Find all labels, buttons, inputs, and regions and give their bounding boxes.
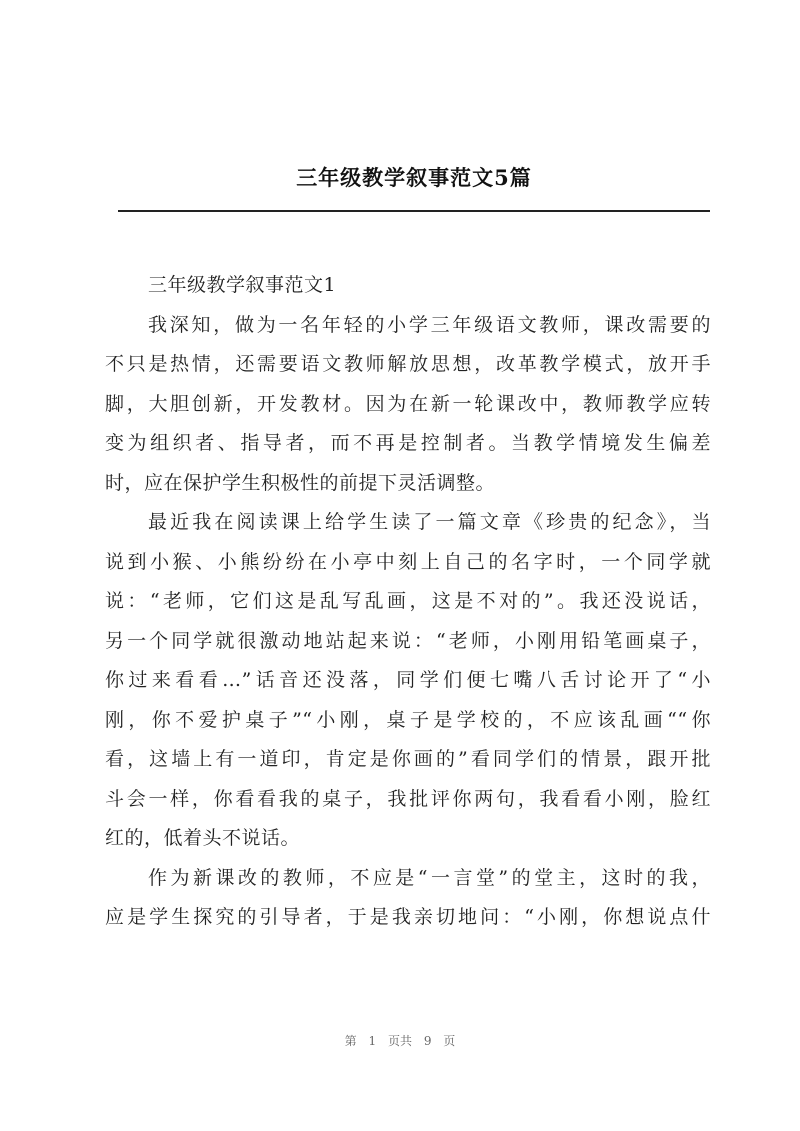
text-line: 三年级教学叙事范文1 bbox=[148, 274, 337, 296]
text-line: 最近我在阅读课上给学生读了一篇文章《珍贵的纪念》，当 bbox=[148, 511, 711, 533]
text-line: 不只是热情，还需要语文教师解放思想，改革教学模式，放开手 bbox=[105, 353, 711, 375]
footer-prefix: 第 bbox=[344, 1034, 357, 1048]
title-divider bbox=[118, 210, 710, 212]
document-title: 三年级教学叙事范文5篇 bbox=[296, 165, 532, 190]
text-line: 看，这墙上有一道印，肯定是你画的”看同学们的情景，跟开批 bbox=[105, 748, 711, 770]
text-line: 我深知，做为一名年轻的小学三年级语文教师，课改需要的 bbox=[148, 313, 711, 336]
text-line: 作为新课改的教师，不应是“一言堂”的堂主，这时的我， bbox=[148, 866, 711, 889]
text-line: 应是学生探究的引导者，于是我亲切地问：“小刚，你想说点什 bbox=[105, 906, 711, 928]
footer-middle: 页共 bbox=[387, 1034, 412, 1048]
body-text bbox=[105, 266, 711, 938]
text-line: 时，应在保护学生积极性的前提下灵活调整。 bbox=[105, 471, 496, 494]
text-line: 斗会一样，你看看我的桌子，我批评你两句，我看看小刚，脸红 bbox=[105, 787, 711, 810]
text-line: 你过来看看…”话音还没落，同学们便七嘴八舌讨论开了“小 bbox=[105, 669, 711, 691]
text-line: 变为组织者、指导者，而不再是控制者。当教学情境发生偏差 bbox=[105, 432, 711, 454]
page-footer bbox=[0, 1032, 800, 1049]
page-total: 9 bbox=[423, 1034, 432, 1048]
text-line: 脚，大胆创新，开发教材。因为在新一轮课改中，教师教学应转 bbox=[105, 392, 711, 415]
text-line: 刚，你不爱护桌子”“小刚，桌子是学校的，不应该乱画““你 bbox=[105, 708, 711, 731]
text-line: 说到小猴、小熊纷纷在小亭中刻上自己的名字时，一个同学就 bbox=[105, 550, 711, 573]
text-line: 另一个同学就很激动地站起来说：“老师，小刚用铅笔画桌子， bbox=[105, 629, 711, 652]
text-line: 红的，低着头不说话。 bbox=[105, 827, 301, 849]
text-line: 说：“老师，它们这是乱写乱画，这是不对的”。我还没说话， bbox=[105, 590, 711, 612]
page-number: 1 bbox=[368, 1034, 377, 1048]
footer-suffix: 页 bbox=[443, 1034, 456, 1048]
